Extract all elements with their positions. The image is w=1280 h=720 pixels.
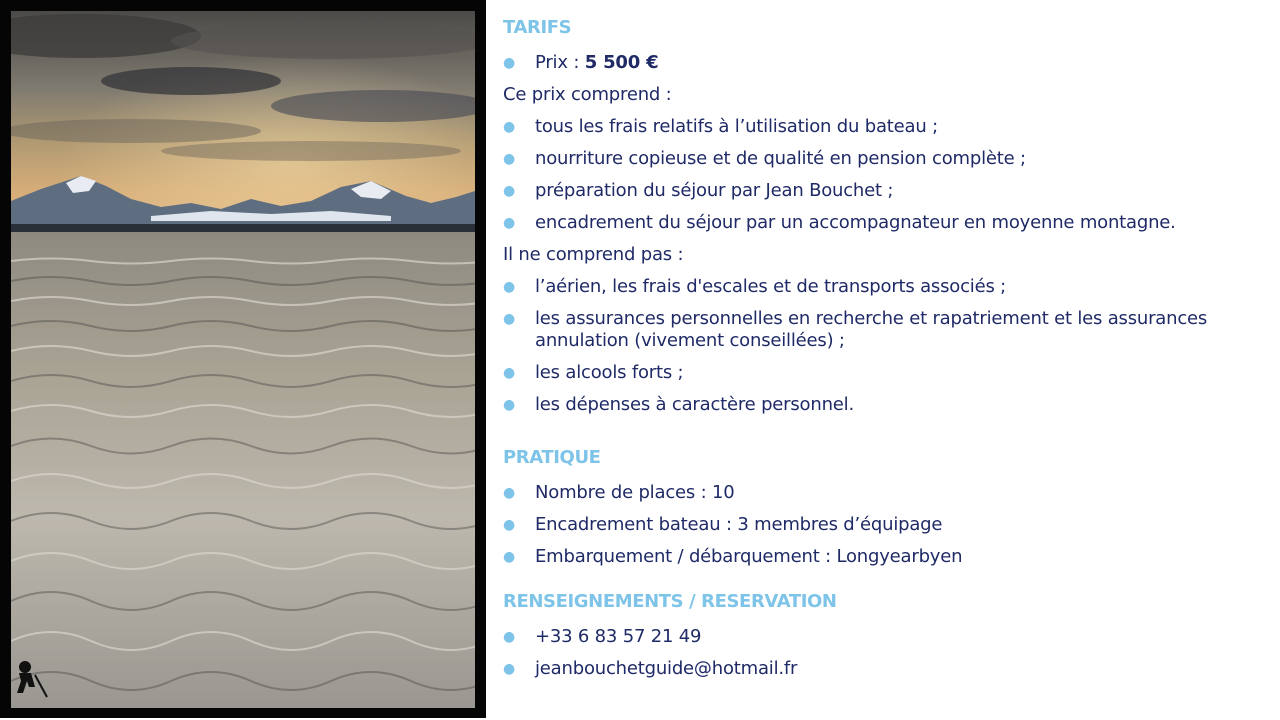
bullet-dot-icon: ●	[503, 485, 516, 501]
excludes-item-text: l’aérien, les frais d'escales et de transports associés ;	[535, 276, 1007, 297]
contact-email	[503, 658, 1263, 680]
includes-item-text: tous les frais relatifs à l’utilisation du bateau ;	[535, 116, 938, 137]
includes-item	[503, 116, 1263, 138]
info-panel	[503, 14, 1263, 690]
bullet-dot-icon: ●	[503, 215, 516, 231]
includes-item-text: encadrement du séjour par un accompagnateur en moyenne montagne.	[535, 212, 1176, 233]
pratique-item	[503, 546, 1263, 568]
pratique-heading: PRATIQUE	[503, 447, 601, 468]
bullet-dot-icon: ●	[503, 549, 516, 565]
pratique-item	[503, 514, 1263, 536]
photo-frame	[0, 0, 486, 718]
excludes-item	[503, 308, 1263, 352]
excludes-item	[503, 362, 1263, 384]
includes-item	[503, 148, 1263, 170]
bullet-dot-icon: ●	[503, 661, 516, 677]
bullet-dot-icon: ●	[503, 151, 516, 167]
bullet-dot-icon: ●	[503, 311, 516, 327]
arctic-landscape-photo	[11, 11, 475, 708]
price-value: 5 500 €	[584, 52, 659, 73]
bullet-dot-icon: ●	[503, 517, 516, 533]
excludes-item	[503, 276, 1263, 298]
bullet-dot-icon: ●	[503, 55, 516, 71]
excludes-item-text: les dépenses à caractère personnel.	[535, 394, 854, 415]
price-item	[503, 52, 1263, 74]
pratique-item-text: Nombre de places : 10	[535, 482, 735, 503]
contact-heading: RENSEIGNEMENTS / RESERVATION	[503, 591, 837, 612]
bullet-dot-icon: ●	[503, 183, 516, 199]
excludes-item	[503, 394, 1263, 416]
bullet-dot-icon: ●	[503, 119, 516, 135]
phone-number[interactable]: +33 6 83 57 21 49	[535, 626, 702, 647]
excludes-item-text: les assurances personnelles en recherche et rapatriement et les assurances annulation (vivement conseillées) ;	[535, 308, 1208, 351]
pratique-item	[503, 482, 1263, 504]
includes-item-text: nourriture copieuse et de qualité en pension complète ;	[535, 148, 1026, 169]
email-address[interactable]: jeanbouchetguide@hotmail.fr	[535, 658, 798, 679]
contact-phone	[503, 626, 1263, 648]
bullet-dot-icon: ●	[503, 397, 516, 413]
tarifs-heading: TARIFS	[503, 17, 572, 38]
includes-intro: Ce prix comprend :	[503, 84, 672, 105]
pratique-item-text: Encadrement bateau : 3 membres d’équipage	[535, 514, 943, 535]
price-label: Prix :	[535, 52, 585, 73]
includes-item-text: préparation du séjour par Jean Bouchet ;	[535, 180, 894, 201]
includes-item	[503, 180, 1263, 202]
bullet-dot-icon: ●	[503, 365, 516, 381]
pratique-item-text: Embarquement / débarquement : Longyearbyen	[535, 546, 963, 567]
excludes-intro: Il ne comprend pas :	[503, 244, 684, 265]
bullet-dot-icon: ●	[503, 629, 516, 645]
excludes-item-text: les alcools forts ;	[535, 362, 684, 383]
includes-item	[503, 212, 1263, 234]
bullet-dot-icon: ●	[503, 279, 516, 295]
